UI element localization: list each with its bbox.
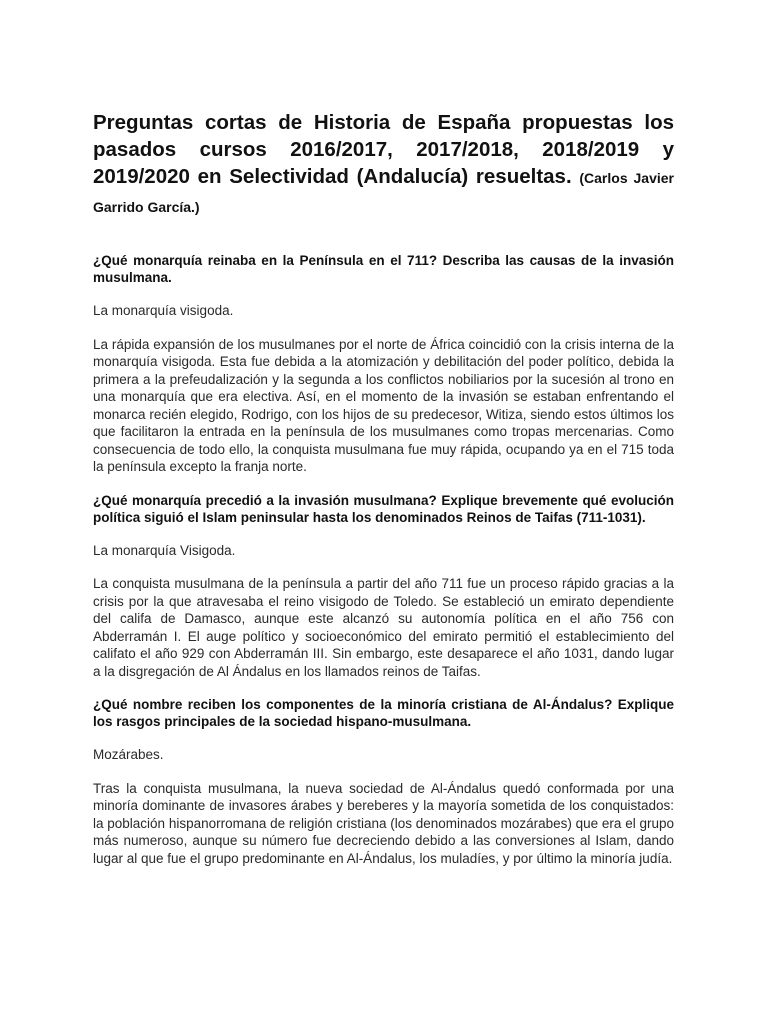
short-answer-2: La monarquía Visigoda. bbox=[93, 542, 236, 558]
question-3: ¿Qué nombre reciben los componentes de la minoría cristiana de Al-Ándalus? Explique los rasgos principales de la sociedad hispano-musulmana. bbox=[93, 697, 674, 729]
qa-section-1 bbox=[93, 252, 674, 476]
question-2: ¿Qué monarquía precedió a la invasión musulmana? Explique brevemente qué evolución política siguió el Islam peninsular hasta los denominados Reinos de Taifas (711-1031). bbox=[93, 492, 674, 525]
question-1: ¿Qué monarquía reinaba en la Península en el 711? Describa las causas de la invasión musulmana. bbox=[93, 253, 674, 285]
qa-section-3 bbox=[93, 696, 674, 867]
document-page bbox=[93, 109, 674, 867]
qa-section-2 bbox=[93, 492, 674, 681]
document-title bbox=[93, 109, 674, 221]
short-answer-3: Mozárabes. bbox=[93, 747, 164, 762]
short-answer-1: La monarquía visigoda. bbox=[93, 303, 234, 318]
long-answer-2: La conquista musulmana de la península a partir del año 711 fue un proceso rápido gracias a la crisis por la que atravesaba el reino visigodo de Toledo. Se estableció un emirato dependiente del califa de Damasco, aunque este alcanzó su autonomía política en el año 756 con Abderramán I. El auge político y socioeconómico del emirato permitió el establecimiento del califato el año 929 con Abderramán III. Sin embargo, este desaparece el año 1031, dando lugar a la disgregación de Al Ándalus en los llamados reinos de Taifas. bbox=[93, 576, 674, 679]
long-answer-1: La rápida expansión de los musulmanes por el norte de África coincidió con la crisis interna de la monarquía visigoda. Esta fue debida a la atomización y debilitación del poder político, debida la primera a la prefeudalización y la segunda a los conflictos nobiliarios por la sucesión al trono en una monarquía que era electiva. Así, en el momento de la invasión se estaban enfrentando el monarca recién elegido, Rodrigo, con los hijos de su predecesor, Witiza, siendo estos últimos los que facilitaron la entrada en la península de los musulmanes como tropas mercenarias. Como consecuencia de todo ello, la conquista musulmana fue muy rápida, ocupando ya en el 715 toda la península excepto la franja norte. bbox=[93, 336, 674, 474]
long-answer-3: Tras la conquista musulmana, la nueva sociedad de Al-Ándalus quedó conformada por una minoría dominante de invasores árabes y bereberes y la mayoría sometida de los conquistados: la población hispanorromana de religión cristiana (los denominados mozárabes) que era el grupo más numeroso, aunque su número fue decreciendo debido a las conversiones al Islam, dando lugar al que fue el grupo predominante en Al-Ándalus, los muladíes, y por último la minoría judía. bbox=[93, 780, 674, 866]
title-text: Preguntas cortas de Historia de España propuestas los pasados cursos 2016/2017, 2017/2018, 2018/2019 y 2019/2020 en Selectividad (Andalucía) resueltas. bbox=[93, 111, 674, 188]
author-credit: (Carlos Javier Garrido García.) bbox=[93, 170, 674, 215]
